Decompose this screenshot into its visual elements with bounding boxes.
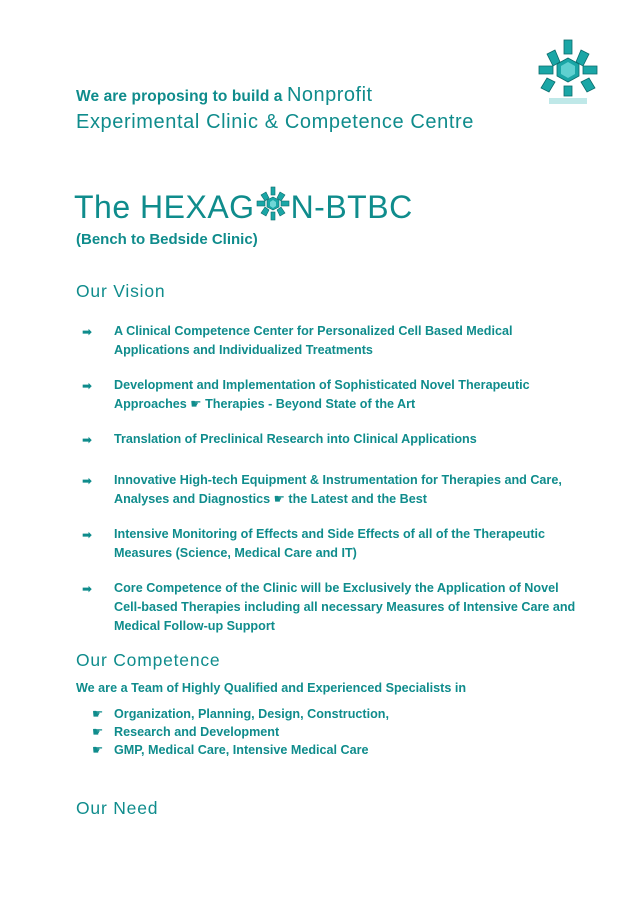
vision-item-text: A Clinical Competence Center for Personalized Cell Based Medical Applications and Individualized Treatments [114,324,513,357]
need-heading: Our Need [76,798,159,818]
title-before: The HEXAG [74,189,255,225]
intro-line1 [76,84,616,107]
vision-list [76,322,576,636]
competence-item [76,705,389,723]
competence-item-text: Organization, Planning, Design, Construction, [114,707,389,721]
competence-intro: We are a Team of Highly Qualified and Experienced Specialists in [76,681,467,695]
pointing-hand-icon: ☛ [273,492,285,506]
right-arrow-icon: ➡ [82,474,93,488]
title-after: N-BTBC [290,189,413,225]
right-arrow-icon: ➡ [82,582,93,596]
vision-item [76,471,576,509]
competence-item [76,723,389,741]
subtitle: (Bench to Bedside Clinic) [76,231,258,248]
right-arrow-icon: ➡ [82,379,93,393]
competence-item [76,741,389,759]
vision-heading: Our Vision [76,281,166,301]
vision-item [76,579,576,636]
vision-item-text: Core Competence of the Clinic will be Exclusively the Application of Novel Cell-based Therapies including all necessary Measures of Intensive Care and Medical Follow-up Support [114,581,576,633]
intro [76,84,616,134]
intro-line1-prefix: We are proposing to build a [76,88,283,105]
right-arrow-icon: ➡ [82,433,93,447]
vision-item-text: the Latest and the Best [288,492,427,506]
competence-list [76,705,389,759]
pointing-hand-icon: ☛ [190,397,202,411]
vision-item-text: Intensive Monitoring of Effects and Side Effects of all of the Therapeutic Measures (Science, Medical Care and IT) [114,527,546,560]
competence-item-text: Research and Development [114,725,280,739]
vision-item-text: Innovative High-tech Equipment & Instrumentation for Therapies and Care, Analyses and Diagnostics [114,473,562,506]
vision-item [76,376,576,414]
pointing-hand-icon: ☛ [92,725,104,739]
pointing-hand-icon: ☛ [92,743,104,757]
right-arrow-icon: ➡ [82,325,93,339]
hexagon-star-icon [256,186,290,222]
pointing-hand-icon: ☛ [92,707,104,721]
intro-line2: Experimental Clinic & Competence Centre [76,111,475,133]
intro-line1-big: Nonprofit [286,84,373,106]
competence-heading: Our Competence [76,650,221,670]
vision-item-text: Therapies - Beyond State of the Art [205,397,416,411]
vision-item [76,430,576,449]
page-title [74,186,413,226]
competence-item-text: GMP, Medical Care, Intensive Medical Care [114,743,369,757]
right-arrow-icon: ➡ [82,528,93,542]
vision-item-text: Development and Implementation of Sophisticated Novel Therapeutic Approaches [114,378,530,411]
vision-item-text: Translation of Preclinical Research into Clinical Applications [114,432,477,446]
vision-item [76,525,576,563]
vision-item [76,322,576,360]
